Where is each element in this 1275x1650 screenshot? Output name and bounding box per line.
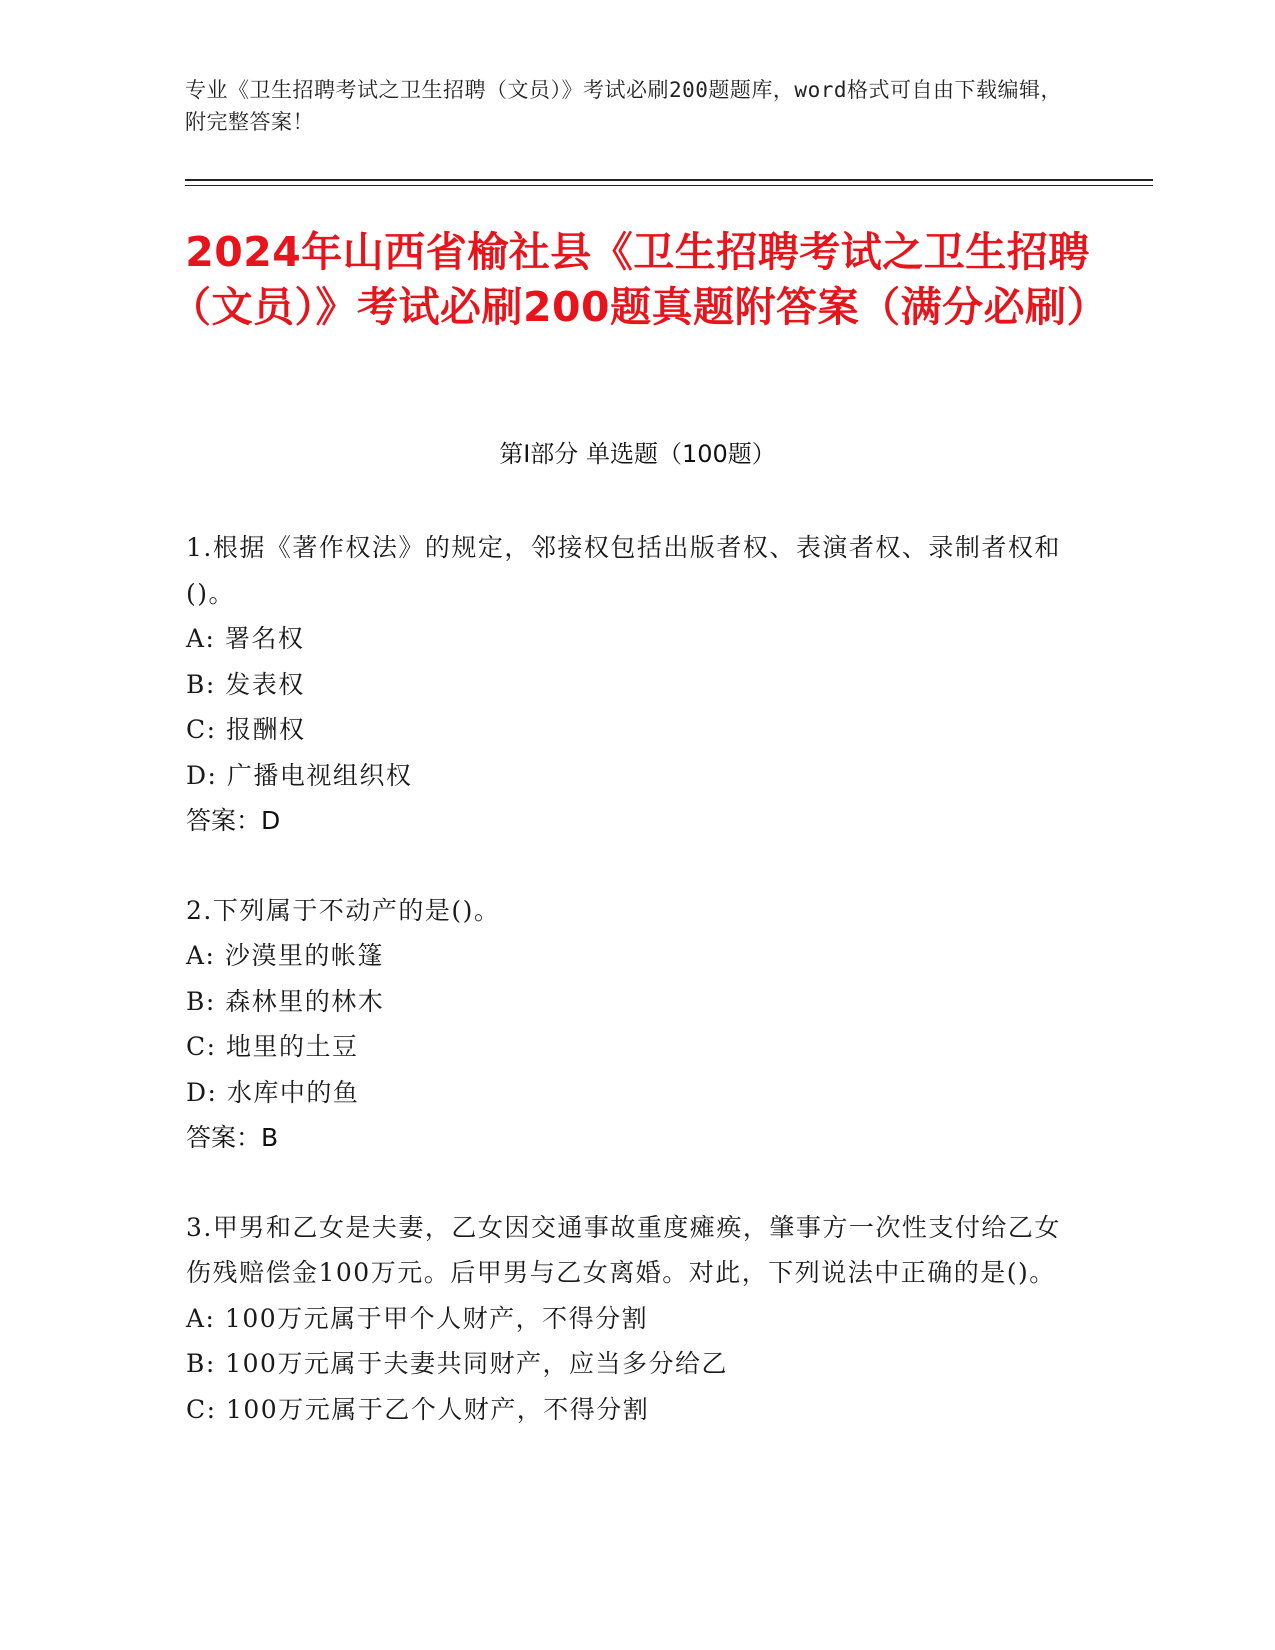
option-a: A: 署名权 <box>186 624 305 653</box>
question-stem: 2.下列属于不动产的是()。 <box>186 895 501 925</box>
question-stem: 3.甲男和乙女是夫妻，乙女因交通事故重度瘫痪，肇事方一次性支付给乙女伤残赔偿金100万元。后甲男与乙女离婚。对此，下列说法中正确的是()。 <box>186 1212 1061 1287</box>
option-c: C: 100万元属于乙个人财产，不得分割 <box>186 1394 650 1424</box>
document-title: 2024年山西省榆社县《卫生招聘考试之卫生招聘（文员）》考试必刷200题真题附答案（满分必刷） <box>170 228 1109 331</box>
option-b: B: 森林里的林木 <box>186 986 385 1016</box>
question-stem: 1.根据《著作权法》的规定，邻接权包括出版者权、表演者权、录制者权和()。 <box>186 533 1061 608</box>
option-c: C: 地里的土豆 <box>186 1032 359 1061</box>
answer: 答案：D <box>186 806 281 835</box>
question-list <box>186 525 1066 1476</box>
option-c: C: 报酬权 <box>186 715 306 744</box>
option-d: D: 广播电视组织权 <box>186 760 413 790</box>
header-rule-thin <box>185 185 1153 186</box>
header-note: 专业《卫生招聘考试之卫生招聘（文员）》考试必刷200题题库，word格式可自由下载编辑，附完整答案！ <box>185 78 1062 134</box>
question-2 <box>186 888 1066 1161</box>
option-a: A: 沙漠里的帐篷 <box>186 941 384 970</box>
answer: 答案：B <box>186 1123 279 1152</box>
option-a: A: 100万元属于甲个人财产，不得分割 <box>186 1303 649 1333</box>
option-b: B: 发表权 <box>186 669 305 699</box>
header-rule-thick <box>185 179 1153 181</box>
question-1 <box>186 525 1066 844</box>
option-b: B: 100万元属于夫妻共同财产，应当多分给乙 <box>186 1349 728 1378</box>
option-d: D: 水库中的鱼 <box>186 1077 360 1107</box>
question-3 <box>186 1205 1066 1433</box>
section-heading: 第I部分 单选题（100题） <box>499 440 776 468</box>
